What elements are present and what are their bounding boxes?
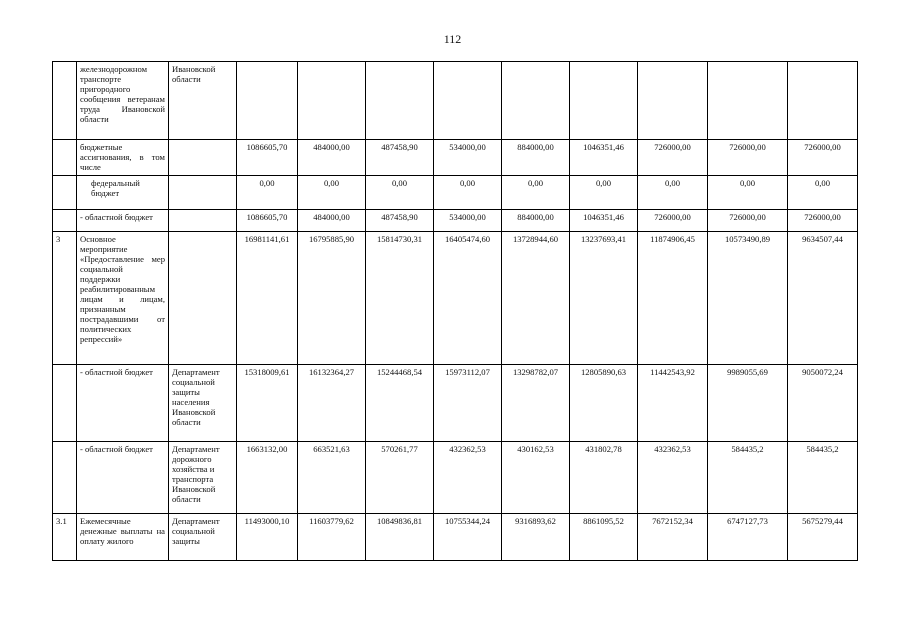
table-row [53,140,858,176]
executor-cell [169,232,237,365]
amount-cell: 432362,53 [434,442,502,514]
amount-cell: 6747127,73 [708,514,788,561]
amount-cell: 7672152,34 [638,514,708,561]
amount-cell: 0,00 [434,176,502,210]
activity-name-cell: Ежемесячные денежные выплаты на оплату жилого [77,514,169,561]
amount-cell: 534000,00 [434,210,502,232]
amount-cell: 16132364,27 [298,365,366,442]
amount-cell: 0,00 [638,176,708,210]
amount-cell: 884000,00 [502,210,570,232]
amount-cell: 1086605,70 [237,140,298,176]
executor-cell: Департамент социальной защиты населения Ивановской области [169,365,237,442]
activity-name-cell: - областной бюджет [77,210,169,232]
amount-cell: 0,00 [502,176,570,210]
amount-cell: 432362,53 [638,442,708,514]
amount-cell: 0,00 [570,176,638,210]
row-number-cell [53,62,77,140]
table-row [53,232,858,365]
activity-name-cell: бюджетные ассигнования, в том числе [77,140,169,176]
amount-cell: 10573490,89 [708,232,788,365]
amount-cell: 487458,90 [366,210,434,232]
amount-cell: 726000,00 [638,140,708,176]
amount-cell: 13298782,07 [502,365,570,442]
amount-cell: 15244468,54 [366,365,434,442]
amount-cell: 11442543,92 [638,365,708,442]
amount-cell: 16405474,60 [434,232,502,365]
amount-cell: 0,00 [298,176,366,210]
executor-cell: Департамент социальной защиты [169,514,237,561]
table-row [53,442,858,514]
amount-cell: 0,00 [237,176,298,210]
amount-cell: 726000,00 [708,140,788,176]
amount-cell: 1086605,70 [237,210,298,232]
amount-cell [298,62,366,140]
activity-name-cell: федеральный бюджет [77,176,169,210]
amount-cell: 430162,53 [502,442,570,514]
row-number-cell [53,210,77,232]
amount-cell: 534000,00 [434,140,502,176]
amount-cell: 11874906,45 [638,232,708,365]
amount-cell [434,62,502,140]
amount-cell: 10755344,24 [434,514,502,561]
amount-cell: 726000,00 [638,210,708,232]
amount-cell: 9634507,44 [788,232,858,365]
amount-cell [502,62,570,140]
amount-cell: 431802,78 [570,442,638,514]
amount-cell [237,62,298,140]
amount-cell: 484000,00 [298,210,366,232]
amount-cell [788,62,858,140]
amount-cell: 570261,77 [366,442,434,514]
amount-cell: 15318009,61 [237,365,298,442]
amount-cell: 15814730,31 [366,232,434,365]
amount-cell: 16795885,90 [298,232,366,365]
activity-name-cell: - областной бюджет [77,442,169,514]
amount-cell: 13728944,60 [502,232,570,365]
amount-cell: 663521,63 [298,442,366,514]
amount-cell: 8861095,52 [570,514,638,561]
amount-cell: 584435,2 [708,442,788,514]
row-number-cell [53,365,77,442]
table-row [53,176,858,210]
row-number-cell: 3.1 [53,514,77,561]
amount-cell: 0,00 [788,176,858,210]
executor-cell [169,210,237,232]
amount-cell [366,62,434,140]
amount-cell: 726000,00 [708,210,788,232]
budget-table [52,61,858,561]
amount-cell: 11603779,62 [298,514,366,561]
amount-cell: 884000,00 [502,140,570,176]
table-row [53,62,858,140]
amount-cell: 1046351,46 [570,140,638,176]
executor-cell: Ивановской области [169,62,237,140]
amount-cell: 9050072,24 [788,365,858,442]
amount-cell: 12805890,63 [570,365,638,442]
amount-cell: 13237693,41 [570,232,638,365]
activity-name-cell: - областной бюджет [77,365,169,442]
amount-cell: 726000,00 [788,140,858,176]
row-number-cell [53,176,77,210]
table-body [53,62,858,561]
row-number-cell: 3 [53,232,77,365]
executor-cell [169,140,237,176]
amount-cell: 9989055,69 [708,365,788,442]
row-number-cell [53,140,77,176]
row-number-cell [53,442,77,514]
amount-cell: 1046351,46 [570,210,638,232]
amount-cell: 484000,00 [298,140,366,176]
amount-cell: 0,00 [708,176,788,210]
amount-cell: 0,00 [366,176,434,210]
amount-cell: 9316893,62 [502,514,570,561]
amount-cell [570,62,638,140]
amount-cell: 5675279,44 [788,514,858,561]
activity-name-cell: железнодорожном транспорте пригородного сообщения ветеранам труда Ивановской области [77,62,169,140]
amount-cell: 726000,00 [788,210,858,232]
executor-cell [169,176,237,210]
activity-name-cell: Основное мероприятие «Предоставление мер социальной поддержки реабилитированным лицам и лицам, признанным пострадавшими от политических репрессий» [77,232,169,365]
executor-cell: Департамент дорожного хозяйства и транспорта Ивановской области [169,442,237,514]
amount-cell: 15973112,07 [434,365,502,442]
amount-cell [638,62,708,140]
amount-cell: 487458,90 [366,140,434,176]
amount-cell [708,62,788,140]
amount-cell: 10849836,81 [366,514,434,561]
amount-cell: 11493000,10 [237,514,298,561]
amount-cell: 584435,2 [788,442,858,514]
table-row [53,514,858,561]
table-row [53,365,858,442]
amount-cell: 1663132,00 [237,442,298,514]
page-number: 112 [443,32,462,46]
table-row [53,210,858,232]
amount-cell: 16981141,61 [237,232,298,365]
